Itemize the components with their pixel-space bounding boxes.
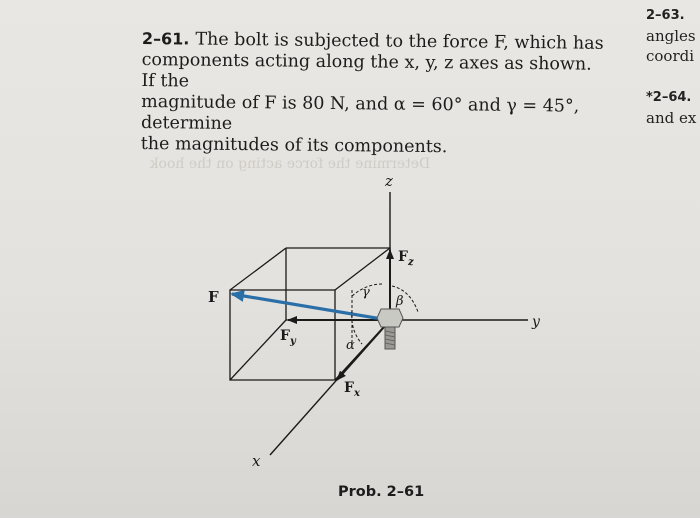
problem-line-2: components acting along the x, y, z axes as shown. If the [141, 49, 592, 92]
gamma-label: γ [362, 285, 370, 300]
fx-arrow [337, 327, 384, 380]
fy-label: $F_y$ [280, 328, 296, 347]
fz-label: $F_z$ [398, 249, 414, 268]
problem-number: 2–61. [141, 28, 190, 49]
adjacent-problem-number: 2–63. [646, 8, 685, 23]
adjacent-text: and ex [646, 109, 697, 127]
figure-caption: Prob. 2–61 [338, 484, 425, 500]
adjacent-text: coordi [646, 47, 695, 65]
problem-line-3: magnitude of F is 80 N, and α = 60° and γ = 45°, determine [140, 91, 580, 134]
x-axis-label: x [252, 452, 261, 470]
beta-label: β [396, 294, 404, 309]
fx-label: $F_x$ [344, 380, 360, 399]
adjacent-text: angles [646, 27, 696, 45]
problem-line-4: the magnitudes of its components. [140, 133, 448, 158]
alpha-label: α [346, 338, 355, 353]
bleed-through-text: Determine the force acting on the hook [150, 156, 431, 172]
y-axis-label: y [532, 314, 540, 330]
adjacent-problem-number: *2–64. [646, 90, 692, 105]
box-back-face [286, 248, 390, 320]
problem-line-1: 2–61. The bolt is subjected to the force F, which has [141, 28, 604, 54]
box-edge [230, 320, 286, 380]
z-axis-label: z [385, 172, 393, 190]
box-edge [230, 248, 286, 290]
force-f-label: F [208, 288, 219, 306]
